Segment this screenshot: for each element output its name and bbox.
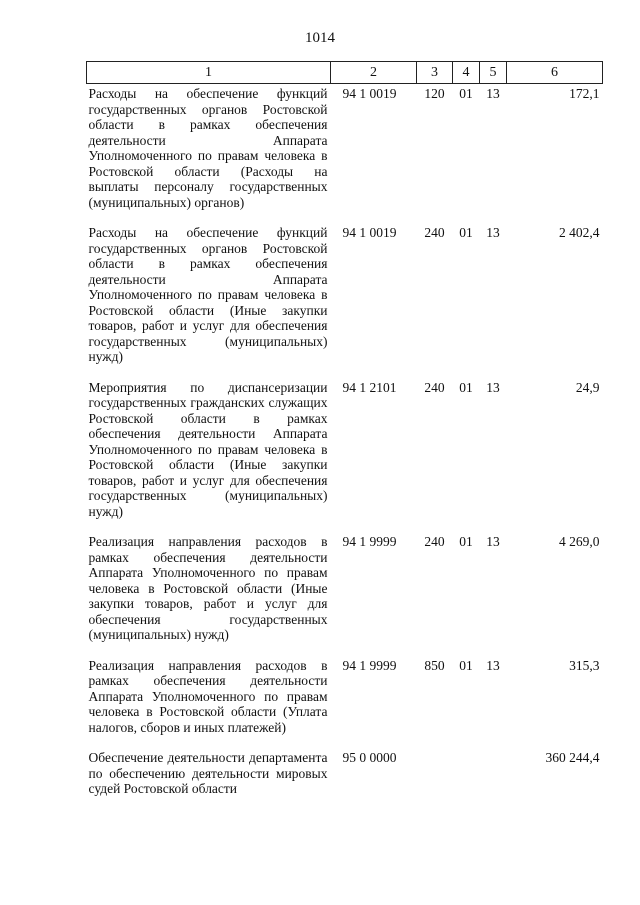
row-expense-type: 850 [424, 657, 445, 673]
row-amount: 24,9 [575, 379, 600, 395]
row-description: Реализация направления расходов в рамках обеспечения деятельности Аппарата Уполномоченного по правам человека в Ростовской области (Иные закупки товаров, работ и услуг для обеспечения государственных (муниципальных) нужд) [88, 534, 328, 642]
header-row [87, 62, 603, 84]
row-subsection: 13 [486, 657, 500, 673]
row-amount: 4 269,0 [559, 534, 600, 549]
row-description: Расходы на обеспечение функций государственных органов Ростовской области в рамках обеспечения деятельности Аппарата Уполномоченного по правам человека в Ростовской области (Иные закупки товаров, работ и услуг для обеспечения государственных (муниципальных) нужд) [88, 225, 328, 364]
row-expense-type [417, 748, 453, 810]
page-number: 1014 [305, 30, 335, 46]
row-expense-type: 240 [424, 379, 445, 395]
table-header [87, 62, 603, 84]
row-section: 01 [459, 657, 473, 673]
row-target-article: 95 0 0000 [342, 750, 397, 765]
row-expense-type: 120 [424, 86, 445, 101]
row-description: Обеспечение деятельности департамента по обеспечению деятельности мировых судей Ростовской области [88, 750, 328, 796]
table-row [87, 748, 603, 810]
header-col-3: 3 [417, 62, 453, 84]
row-subsection [480, 748, 507, 810]
row-target-article: 94 1 2101 [342, 379, 397, 395]
row-subsection: 13 [486, 379, 500, 395]
row-target-article: 94 1 9999 [342, 657, 397, 673]
budget-table [86, 61, 603, 810]
row-subsection: 13 [486, 86, 500, 101]
row-section: 01 [459, 379, 473, 395]
row-description: Мероприятия по диспансеризации государственных гражданских служащих Ростовской области в рамках обеспечения деятельности Аппарата Уполномоченного по правам человека в Ростовской области (Иные закупки товаров, работ и услуг для обеспечения государственных (муниципальных) нужд) [88, 379, 328, 519]
row-description: Реализация направления расходов в рамках обеспечения деятельности Аппарата Уполномоченного по правам человека в Ростовской области (Уплата налогов, сборов и иных платежей) [88, 657, 328, 735]
table-body [87, 84, 603, 810]
table-row [87, 656, 603, 749]
row-amount: 172,1 [569, 86, 600, 101]
header-col-5: 5 [480, 62, 507, 84]
row-target-article: 94 1 0019 [342, 225, 397, 240]
table-row [87, 378, 603, 533]
row-section: 01 [459, 225, 473, 240]
row-subsection: 13 [486, 225, 500, 240]
row-target-article: 94 1 9999 [342, 534, 397, 549]
header-col-4: 4 [453, 62, 480, 84]
row-amount: 2 402,4 [559, 225, 600, 240]
row-section [453, 748, 480, 810]
row-section: 01 [459, 534, 473, 549]
header-col-1: 1 [87, 62, 331, 84]
table-row [87, 223, 603, 378]
row-amount: 315,3 [569, 657, 600, 673]
row-expense-type: 240 [424, 534, 445, 549]
table-row [87, 84, 603, 224]
header-col-6: 6 [507, 62, 603, 84]
row-subsection: 13 [486, 534, 500, 549]
row-expense-type: 240 [424, 225, 445, 240]
row-amount: 360 244,4 [545, 750, 600, 765]
table-row [87, 532, 603, 656]
row-section: 01 [459, 86, 473, 101]
header-col-2: 2 [331, 62, 417, 84]
row-description: Расходы на обеспечение функций государственных органов Ростовской области в рамках обеспечения деятельности Аппарата Уполномоченного по правам человека в Ростовской области (Расходы на выплаты персоналу государственных (муниципальных) органов) [88, 86, 328, 210]
row-target-article: 94 1 0019 [342, 86, 397, 101]
